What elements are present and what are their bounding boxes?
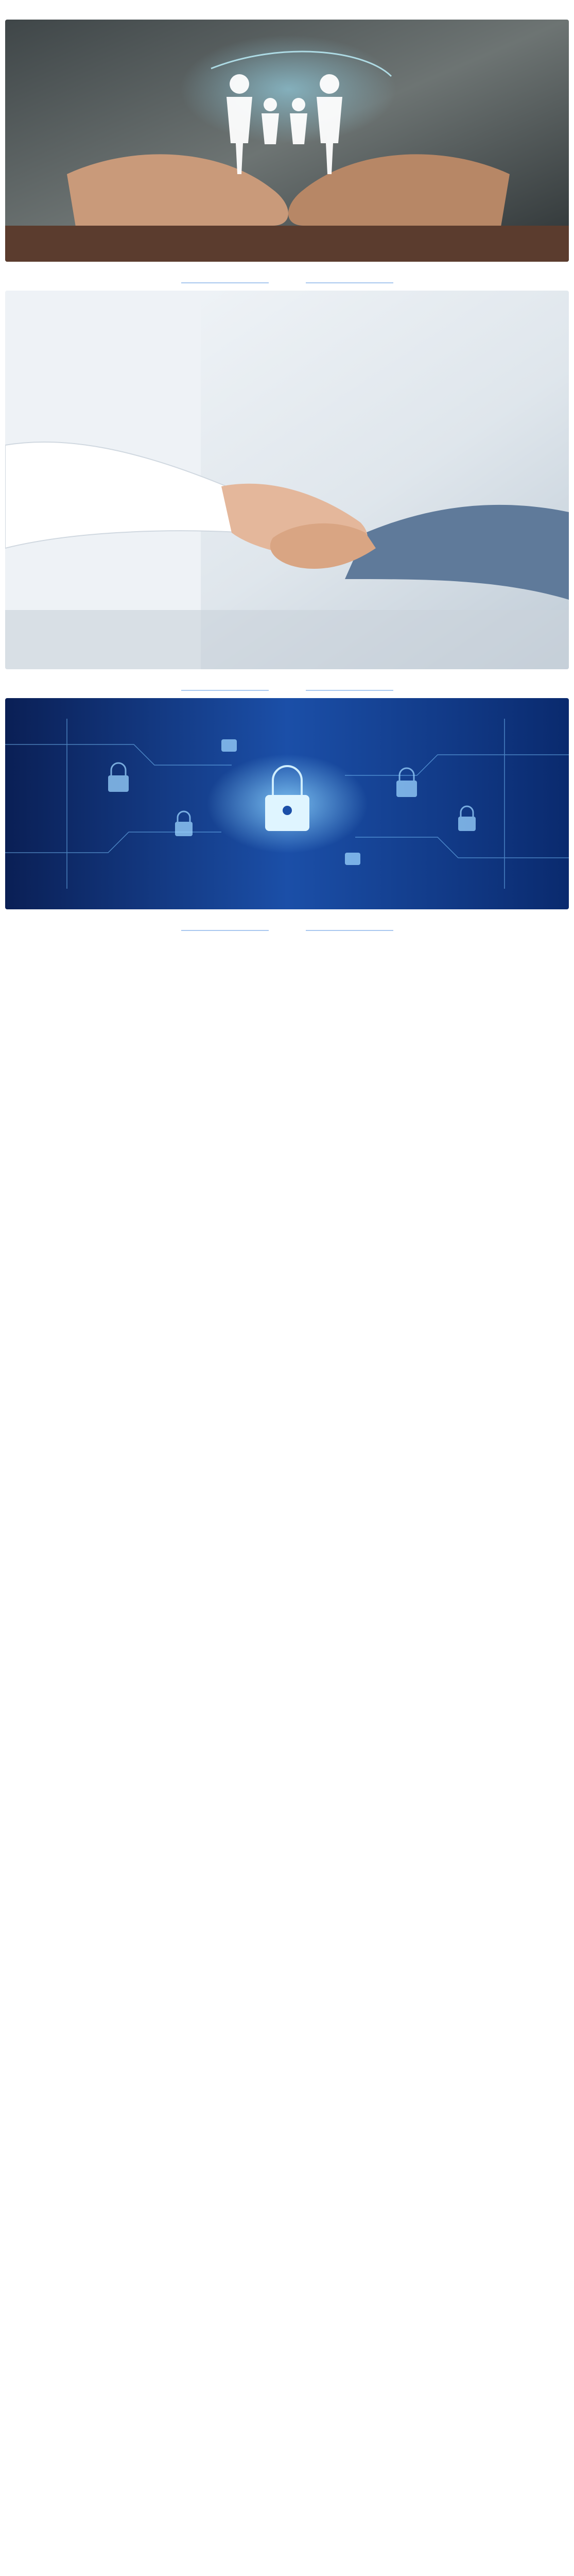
handshake-doctor-patient-image — [5, 291, 569, 669]
digital-lock-security-image — [5, 698, 569, 909]
family-protection-hands-image — [5, 20, 569, 262]
